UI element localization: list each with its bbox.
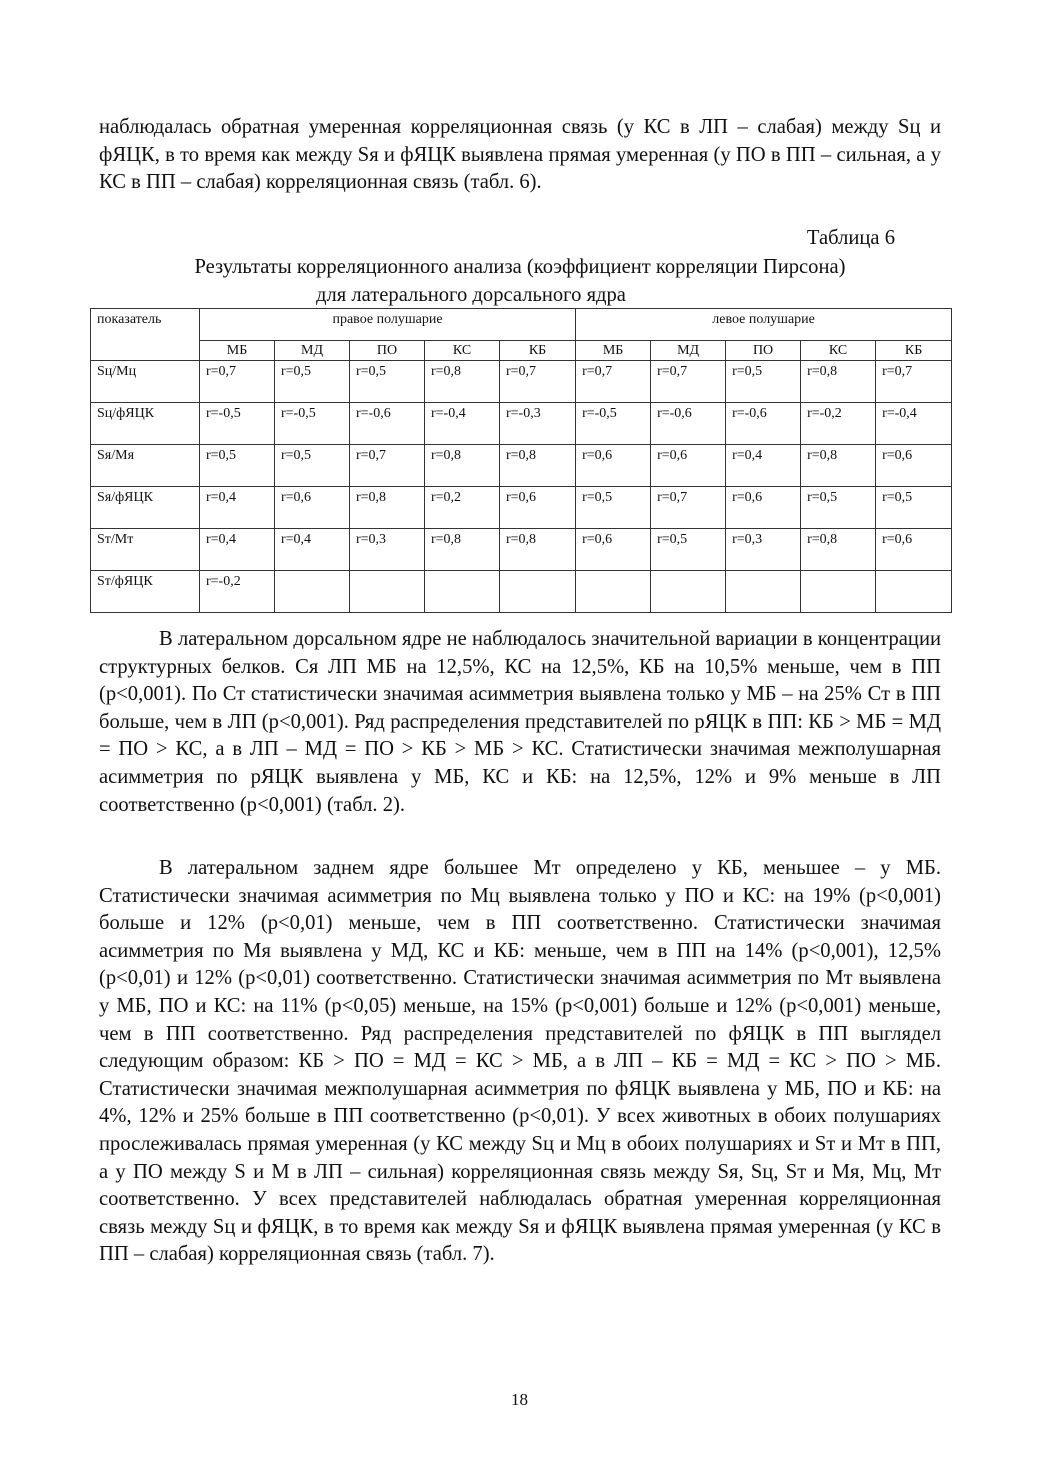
table-row [91, 403, 952, 445]
table-cell: r=0,5 [350, 361, 425, 403]
table-row [91, 487, 952, 529]
table-cell: r=0,5 [876, 487, 952, 529]
table-cell [576, 571, 651, 613]
table-cell: r=0,7 [350, 445, 425, 487]
subheader-cell: КС [425, 341, 500, 361]
table-cell: r=0,7 [651, 487, 726, 529]
table-cell: r=0,7 [200, 361, 275, 403]
table-cell: r=0,6 [876, 445, 952, 487]
table-cell: r=0,5 [651, 529, 726, 571]
table-cell: r=0,4 [726, 445, 801, 487]
table-cell: r=0,6 [726, 487, 801, 529]
table-body [91, 361, 952, 613]
table-cell: r=0,5 [275, 361, 350, 403]
table-cell: r=-0,4 [876, 403, 952, 445]
table-cell: r=0,6 [500, 487, 576, 529]
paragraph-lateral-dorsal: В латеральном дорсальном ядре не наблюдалось значительной вариации в концентрации структурных белков. Ся ЛП МБ на 12,5%, КС на 12,5%, КБ на 10,5% меньше, чем в ПП (р<0,001). По Ст статистически значимая асимметрия выявлена только у МБ – на 25% Ст в ПП больше, чем в ЛП (р<0,001). Ряд распределения представителей по рЯЦК в ПП: КБ > МБ = МД = ПО > КС, а в ЛП – МД = ПО > КБ > МБ > КС. Статистически значимая межполушарная асимметрия по рЯЦК выявлена у МБ, КС и КБ: на 12,5%, 12% и 9% меньше в ЛП соответственно (р<0,001) (табл. 2). [99, 628, 941, 816]
row-label: Sц/фЯЦК [91, 403, 200, 445]
subheader-cell: КБ [500, 341, 576, 361]
row-label: Sц/Мц [91, 361, 200, 403]
row-label: Sя/фЯЦК [91, 487, 200, 529]
subheader-cell: МД [275, 341, 350, 361]
row-label: Sя/Мя [91, 445, 200, 487]
subheader-cell: МБ [576, 341, 651, 361]
table-cell: r=0,6 [651, 445, 726, 487]
table-cell [425, 571, 500, 613]
table-cell: r=0,5 [576, 487, 651, 529]
table-cell: r=-0,4 [425, 403, 500, 445]
table-cell: r=-0,5 [275, 403, 350, 445]
subheader-cell: МД [651, 341, 726, 361]
table-row [91, 361, 952, 403]
row-label: Sт/Мт [91, 529, 200, 571]
table-cell: r=0,8 [350, 487, 425, 529]
header-indicator: показатель [91, 309, 200, 361]
table-cell: r=-0,2 [200, 571, 275, 613]
table-cell [651, 571, 726, 613]
table-row [91, 445, 952, 487]
correlation-table [90, 308, 952, 613]
table-cell: r=-0,3 [500, 403, 576, 445]
table-cell [801, 571, 876, 613]
table-cell: r=0,8 [500, 445, 576, 487]
table-cell: r=0,5 [801, 487, 876, 529]
table-header-row [91, 309, 952, 341]
table-label: Таблица 6 [806, 227, 895, 249]
table-cell: r=0,7 [651, 361, 726, 403]
table-cell: r=-0,6 [726, 403, 801, 445]
table-cell: r=0,5 [726, 361, 801, 403]
table-cell: r=0,6 [576, 445, 651, 487]
paragraph-lateral-posterior: В латеральном заднем ядре большее Мт определено у КБ, меньшее – у МБ. Статистически значимая асимметрия по Мц выявлена только у ПО и КС: на 19% (р<0,001) больше и 12% (р<0,01) меньше, чем в ПП соответственно. Статистически значимая асимметрия по Мя выявлена у МД, КС и КБ: меньше, чем в ПП на 14% (р<0,001), 12,5% (р<0,01) и 12% (р<0,01) соответственно. Статистически значимая асимметрия по Мт выявлена у МБ, ПО и КС: на 11% (р<0,05) меньше, на 15% (р<0,001) больше и 12% (р<0,001) меньше, чем в ПП соответственно. Ряд распределения представителей по фЯЦК в ПП выглядел следующим образом: КБ > ПО = МД = КС > МБ, а в ЛП – КБ = МД = КС > ПО > МБ. Статистически значимая межполушарная асимметрия по фЯЦК выявлена у МБ, ПО и КБ: на 4%, 12% и 25% больше в ПП соответственно (р<0,01). У всех животных в обоих полушариях прослеживалась прямая умеренная (у КС между Sц и Мц в обоих полушариях и Sт и Мт в ПП, а у ПО между S и М в ЛП – сильная) корреляционная связь между Sя, Sц, Sт и Мя, Мц, Мт соответственно. У всех представителей наблюдалась обратная умеренная корреляционная связь между Sц и фЯЦК, в то время как между Sя и фЯЦК выявлена прямая умеренная (у КС в ПП – слабая) корреляционная связь (табл. 7). [99, 857, 941, 1266]
table-cell: r=-0,5 [576, 403, 651, 445]
table-cell: r=0,5 [200, 445, 275, 487]
table-cell: r=0,5 [275, 445, 350, 487]
subheader-cell: КБ [876, 341, 952, 361]
page-number: 18 [511, 1390, 528, 1409]
table-cell: r=0,8 [500, 529, 576, 571]
table-title-line2: для латерального дорсального ядра [316, 284, 626, 306]
subheader-cell: КС [801, 341, 876, 361]
table-row [91, 529, 952, 571]
subheader-cell: ПО [726, 341, 801, 361]
table-subheader-row [91, 341, 952, 361]
table-cell: r=0,8 [425, 445, 500, 487]
table-cell [876, 571, 952, 613]
table-cell: r=0,4 [275, 529, 350, 571]
table-cell: r=0,7 [576, 361, 651, 403]
table-cell: r=0,2 [425, 487, 500, 529]
table-cell: r=0,7 [500, 361, 576, 403]
table-row [91, 571, 952, 613]
row-label: Sт/фЯЦК [91, 571, 200, 613]
table-cell [350, 571, 425, 613]
header-right-hemisphere: правое полушарие [200, 309, 576, 341]
subheader-cell: ПО [350, 341, 425, 361]
subheader-cell: МБ [200, 341, 275, 361]
table-cell: r=-0,6 [651, 403, 726, 445]
table-cell: r=0,8 [801, 361, 876, 403]
table-cell: r=0,3 [350, 529, 425, 571]
table-cell: r=-0,2 [801, 403, 876, 445]
table-cell [500, 571, 576, 613]
table-cell: r=0,6 [876, 529, 952, 571]
table-cell: r=0,8 [801, 529, 876, 571]
table-cell: r=-0,5 [200, 403, 275, 445]
table-cell: r=0,4 [200, 487, 275, 529]
table-cell: r=0,7 [876, 361, 952, 403]
table-cell: r=0,8 [425, 361, 500, 403]
table-cell: r=0,8 [801, 445, 876, 487]
table-cell: r=-0,6 [350, 403, 425, 445]
table-cell: r=0,6 [275, 487, 350, 529]
table-title-line1: Результаты корреляционного анализа (коэффициент корреляции Пирсона) [194, 256, 846, 278]
table-cell [726, 571, 801, 613]
header-left-hemisphere: левое полушарие [576, 309, 952, 341]
table-cell: r=0,3 [726, 529, 801, 571]
table-cell: r=0,4 [200, 529, 275, 571]
table-cell [275, 571, 350, 613]
paragraph-intro: наблюдалась обратная умеренная корреляционная связь (у КС в ЛП – слабая) между Sц и фЯЦК, в то время как между Sя и фЯЦК выявлена прямая умеренная (у ПО в ПП – сильная, а у КС в ПП – слабая) корреляционная связь (табл. 6). [99, 116, 941, 194]
table-cell: r=0,6 [576, 529, 651, 571]
table-cell: r=0,8 [425, 529, 500, 571]
